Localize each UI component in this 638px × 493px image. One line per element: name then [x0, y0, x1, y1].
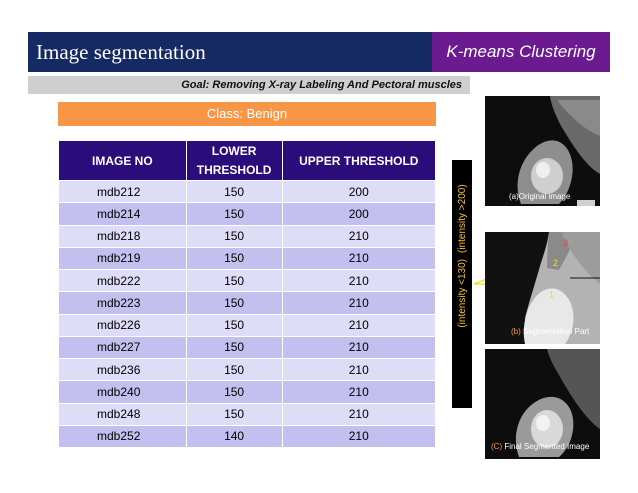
table-row — [59, 225, 436, 247]
segmentation-caption-prefix: (b) — [511, 327, 521, 336]
intensity-high-label: (intensity >200) — [456, 184, 468, 253]
table-row — [59, 203, 436, 225]
cell-image-no: mdb248 — [59, 403, 187, 425]
table-row — [59, 181, 436, 203]
cell-image-no: mdb226 — [59, 314, 187, 336]
cell-image-no: mdb218 — [59, 225, 187, 247]
final-caption-prefix: (C) — [491, 442, 503, 451]
table-row — [59, 425, 436, 447]
cell-upper-threshold: 210 — [282, 270, 435, 292]
cell-lower-threshold: 150 — [186, 247, 282, 269]
cell-lower-threshold: 140 — [186, 425, 282, 447]
threshold-table — [58, 140, 436, 448]
cell-upper-threshold: 210 — [282, 225, 435, 247]
cell-upper-threshold: 210 — [282, 292, 435, 314]
final-caption — [491, 442, 589, 451]
cell-upper-threshold: 210 — [282, 247, 435, 269]
cell-upper-threshold: 210 — [282, 381, 435, 403]
cell-lower-threshold: 150 — [186, 381, 282, 403]
table-row — [59, 292, 436, 314]
cell-image-no: mdb236 — [59, 359, 187, 381]
cell-lower-threshold: 150 — [186, 336, 282, 358]
cell-upper-threshold: 200 — [282, 181, 435, 203]
cell-image-no: mdb222 — [59, 270, 187, 292]
segmentation-part-image — [485, 232, 600, 344]
cell-image-no: mdb252 — [59, 425, 187, 447]
cell-image-no: mdb214 — [59, 203, 187, 225]
cell-lower-threshold: 150 — [186, 403, 282, 425]
table-body — [59, 181, 436, 448]
cell-lower-threshold: 150 — [186, 270, 282, 292]
slide-header — [28, 32, 610, 72]
cell-lower-threshold: 150 — [186, 225, 282, 247]
mammogram-original-graphic — [485, 96, 600, 206]
class-label: Class: Benign — [58, 102, 436, 126]
intensity-low-label: (intensity <130) — [456, 259, 468, 328]
cell-upper-threshold: 210 — [282, 314, 435, 336]
segment-label-1: 1 — [549, 290, 555, 300]
cell-image-no: mdb223 — [59, 292, 187, 314]
cell-lower-threshold: 150 — [186, 314, 282, 336]
segmentation-caption-text: Segmentation Part — [523, 327, 590, 336]
table-row — [59, 270, 436, 292]
column-header-lower-threshold: LOWER THRESHOLD — [186, 141, 282, 181]
cell-upper-threshold: 210 — [282, 403, 435, 425]
cell-upper-threshold: 200 — [282, 203, 435, 225]
cell-lower-threshold: 150 — [186, 359, 282, 381]
segment-label-3: 3 — [563, 238, 569, 248]
cell-lower-threshold: 150 — [186, 292, 282, 314]
table-row — [59, 336, 436, 358]
final-caption-text: Final Segmented Image — [504, 442, 590, 451]
cell-upper-threshold: 210 — [282, 359, 435, 381]
slide-title: Image segmentation — [28, 32, 432, 72]
slide-subtitle: K-means Clustering — [432, 32, 610, 72]
cell-image-no: mdb219 — [59, 247, 187, 269]
segment-label-2: 2 — [553, 258, 559, 268]
table-row — [59, 381, 436, 403]
table-header-row — [59, 141, 436, 181]
cell-lower-threshold: 150 — [186, 203, 282, 225]
column-header-upper-threshold: UPPER THRESHOLD — [282, 141, 435, 181]
goal-text: Goal: Removing X-ray Labeling And Pectoral muscles — [28, 76, 470, 94]
table-row — [59, 403, 436, 425]
table-row — [59, 314, 436, 336]
cell-image-no: mdb212 — [59, 181, 187, 203]
original-image-caption: (a)Original image — [509, 192, 571, 201]
segmentation-caption — [511, 327, 589, 336]
intensity-legend — [452, 160, 472, 408]
column-header-image-no: IMAGE NO — [59, 141, 187, 181]
table-row — [59, 247, 436, 269]
cell-upper-threshold: 210 — [282, 336, 435, 358]
cell-lower-threshold: 150 — [186, 181, 282, 203]
final-segmented-image — [485, 349, 600, 459]
cell-upper-threshold: 210 — [282, 425, 435, 447]
intensity-labels — [452, 132, 472, 380]
original-mammogram-image — [485, 96, 600, 206]
cell-image-no: mdb227 — [59, 336, 187, 358]
table-row — [59, 359, 436, 381]
cell-image-no: mdb240 — [59, 381, 187, 403]
